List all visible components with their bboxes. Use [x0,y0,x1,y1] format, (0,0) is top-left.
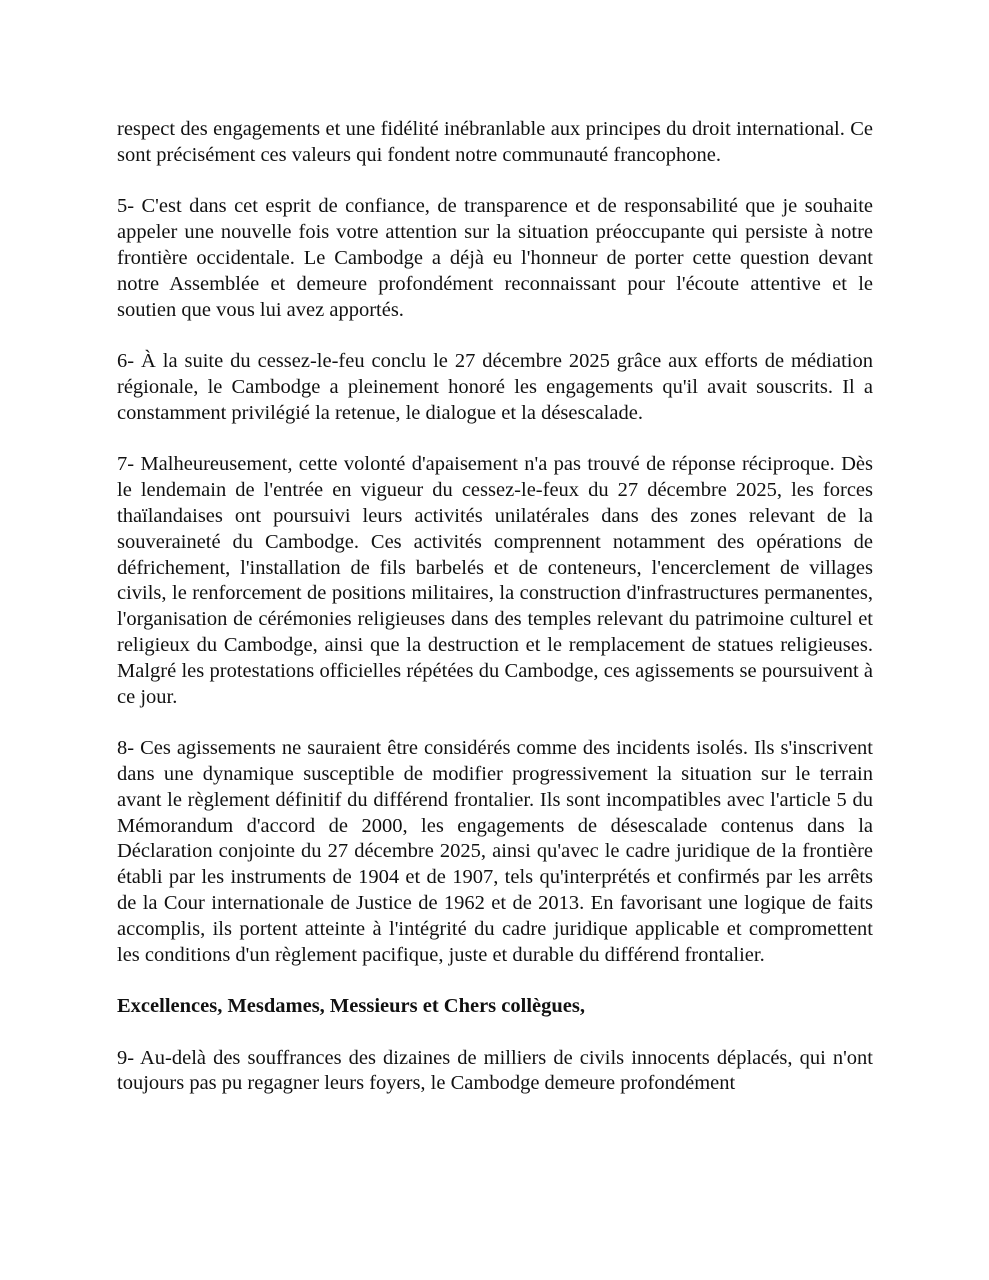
salutation-heading: Excellences, Mesdames, Messieurs et Chers collègues, [117,995,585,1018]
paragraph-5: 5- C'est dans cet esprit de confiance, de transparence et de responsabilité que je souhaite appeler une nouvelle fois votre attention sur la situation préoccupante qui persiste à notre frontière occidentale. Le Cambodge a déjà eu l'honneur de porter cette question devant notre Assemblée et demeure profondément reconnaissant pour l'écoute attentive et le soutien que vous lui avez apportés. [117,195,873,321]
paragraph-intro-continued: respect des engagements et une fidélité inébranlable aux principes du droit international. Ce sont précisément ces valeurs qui fondent notre communauté francophone. [117,118,873,166]
document-page [117,117,873,1123]
paragraph-7: 7- Malheureusement, cette volonté d'apaisement n'a pas trouvé de réponse réciproque. Dès le lendemain de l'entrée en vigueur du cessez-le-feux du 27 décembre 2025, les forces thaïlandaises ont poursuivi leurs activités unilatérales dans des zones relevant de la souveraineté du Cambodge. Ces activités comprennent notamment des opérations de défrichement, l'installation de fils barbelés et de conteneurs, l'encerclement de villages civils, le renforcement de positions militaires, la construction d'infrastructures permanentes, l'organisation de cérémonies religieuses dans des temples relevant du patrimoine culturel et religieux du Cambodge, ainsi que la destruction et le remplacement de statues religieuses. Malgré les protestations officielles répétées du Cambodge, ces agissements se poursuivent à ce jour. [117,453,873,708]
paragraph-9: 9- Au-delà des souffrances des dizaines de milliers de civils innocents déplacés, qui n'ont toujours pas pu regagner leurs foyers, le Cambodge demeure profondément [117,1046,873,1095]
paragraph-8: 8- Ces agissements ne sauraient être considérés comme des incidents isolés. Ils s'inscrivent dans une dynamique susceptible de modifier progressivement la situation sur le terrain avant le règlement définitif du différend frontalier. Ils sont incompatibles avec l'article 5 du Mémorandum d'accord de 2000, les engagements de désescalade contenus dans la Déclaration conjointe du 27 décembre 2025, ainsi qu'avec le cadre juridique de la frontière établi par les instruments de 1904 et de 1907, tels qu'interprétés et confirmés par les arrêts de la Cour internationale de Justice de 1962 et de 2013. En favorisant une logique de faits accomplis, ils portent atteinte à l'intégrité du cadre juridique applicable et compromettent les conditions d'un règlement pacifique, juste et durable du différend frontalier. [117,737,873,966]
paragraph-6: 6- À la suite du cessez-le-feu conclu le 27 décembre 2025 grâce aux efforts de médiation régionale, le Cambodge a pleinement honoré les engagements qu'il avait souscrits. Il a constamment privilégié la retenue, le dialogue et la désescalade. [117,350,873,424]
